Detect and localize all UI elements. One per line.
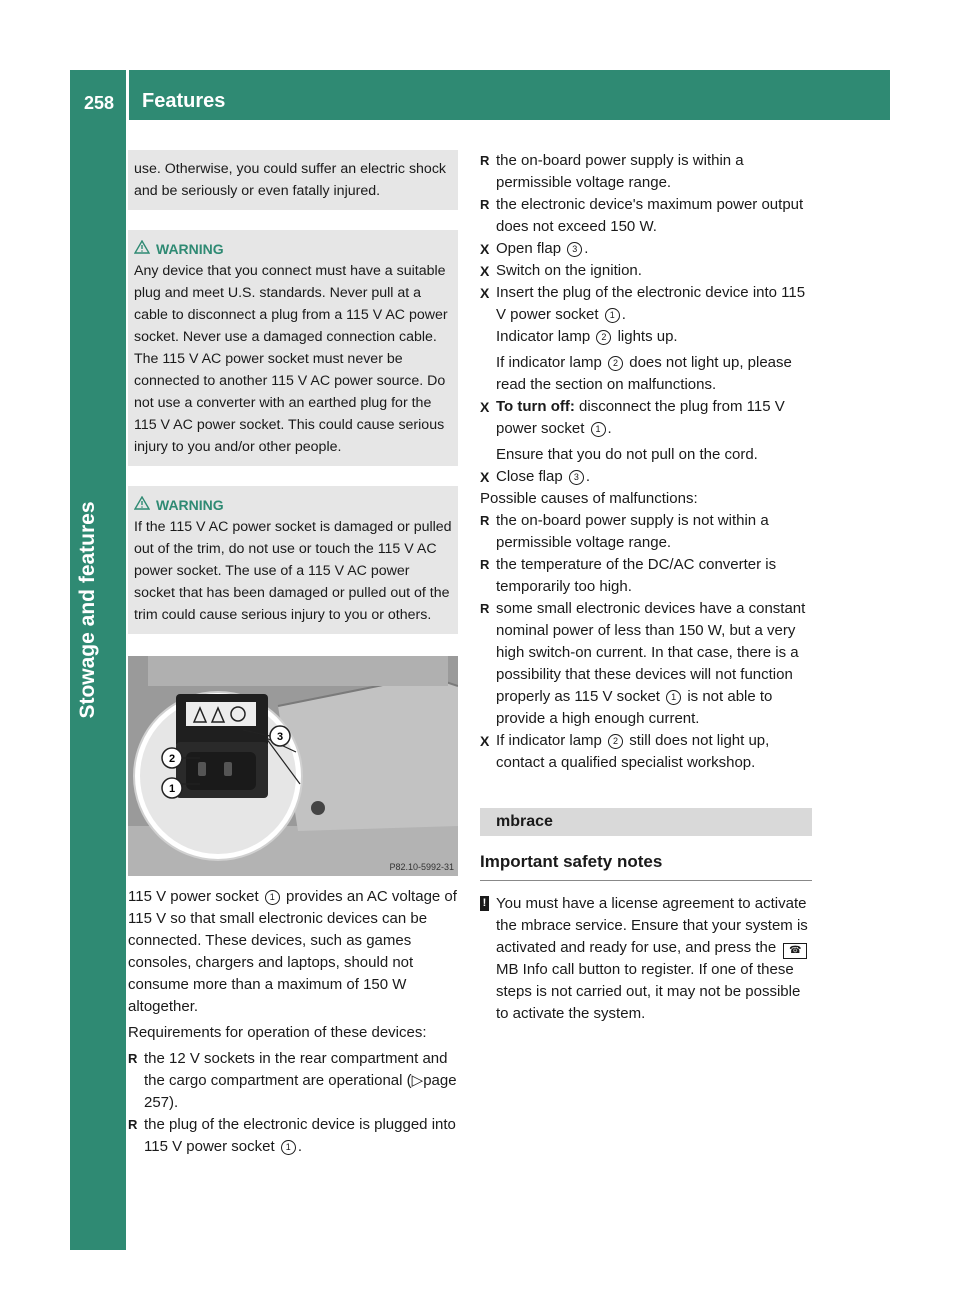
step-item [480, 730, 812, 774]
sidebar-label: Stowage and features [76, 501, 99, 719]
image-code: P82.10-5992-31 [389, 862, 454, 872]
text-span: the electronic device's maximum power output does not exceed 150 W. [496, 196, 804, 235]
warning-text: Any device that you connect must have a suitable plug and meet U.S. standards. Never pull at a cable to disconnect a plug from a 115 V AC power socket. Never use a damaged connection cable. The 115 V AC power socket must never be connected to another 115 V AC power source. Do not use a converter with an earthed plug for the 115 V AC power socket. This could cause serious injury to you and/or other people. [134, 263, 448, 455]
text-span: . [607, 420, 612, 437]
text-span: MB Info call button to register. If one of these steps is not carried out, it may not be possible to activate the system. [496, 961, 801, 1022]
warning-heading [134, 494, 452, 516]
list-item [480, 150, 812, 194]
text-span: the plug of the electronic device is plugged into 115 V power socket [144, 1116, 456, 1155]
warning-box-1 [128, 230, 458, 466]
step-arrow-icon: X [480, 733, 490, 749]
step-result [496, 352, 812, 396]
warning-title: WARNING [156, 241, 224, 257]
subsection-heading: Important safety notes [480, 850, 812, 881]
text-span: some small electronic devices have a constant nominal power of less than 150 W, but a very high switch-on current. In that case, there is a possibility that these devices will not function properly as 115 V socket [496, 600, 806, 705]
warning-box-2 [128, 486, 458, 634]
paragraph [128, 886, 458, 1018]
number-marker: 1 [265, 890, 280, 905]
step-result: Ensure that you do not pull on the cord. [496, 446, 758, 463]
bullet-marker: R [480, 557, 490, 572]
section-heading: mbrace [480, 808, 812, 836]
text-span: You must have a license agreement to activate the mbrace service. Ensure that your system is activated and ready for use, and press the [496, 895, 808, 956]
bullet-marker: R [480, 601, 490, 616]
text-span: the temperature of the DC/AC converter is temporarily too high. [496, 556, 777, 595]
text-span: lights up. [617, 328, 678, 345]
text-span: the on-board power supply is not within a permissible voltage range. [496, 512, 769, 551]
bullet-marker: R [480, 513, 490, 528]
warning-heading [134, 238, 452, 260]
step-result [496, 326, 812, 348]
number-marker: 1 [591, 422, 606, 437]
step-item [480, 260, 812, 282]
number-marker: 2 [608, 734, 623, 749]
step-arrow-icon: X [480, 399, 490, 415]
right-column [480, 150, 812, 1025]
number-marker: 1 [281, 1140, 296, 1155]
text-span: is not able to provide a high enough current. [496, 688, 773, 727]
list-item [480, 194, 812, 238]
step-item [480, 396, 812, 466]
text-span: does not light up, please read the section on malfunctions. [496, 354, 792, 393]
text-span: If indicator lamp [496, 354, 602, 371]
phone-key-icon: ☎ [783, 943, 807, 959]
page-number: 258 [84, 93, 115, 113]
step-arrow-icon: X [480, 469, 490, 485]
callout-1: 1 [168, 783, 176, 795]
text-span: the on-board power supply is within a permissible voltage range. [496, 152, 744, 191]
bullet-marker: R [480, 153, 490, 168]
list-item [480, 598, 812, 730]
text-span: provides an AC voltage of 115 V so that small electronic devices can be connected. These devices, such as games consoles, chargers and laptops, should not consume more than a maximum of 150 W altogether. [128, 888, 457, 1015]
text-span: Insert the plug of the electronic device into 115 V power socket [496, 284, 806, 323]
number-marker: 3 [569, 470, 584, 485]
text-span: Indicator lamp [496, 328, 591, 345]
list-item [480, 554, 812, 598]
text-span: disconnect the plug from 115 V power socket [496, 398, 785, 437]
step-arrow-icon: X [480, 241, 490, 257]
warning-title: WARNING [156, 497, 224, 513]
number-marker: 2 [608, 356, 623, 371]
text-span: Switch on the ignition. [496, 262, 642, 279]
paragraph: Possible causes of malfunctions: [480, 490, 698, 507]
text-span: 115 V power socket [128, 888, 259, 905]
exclamation-icon: ! [480, 896, 489, 911]
callout-2: 2 [168, 753, 176, 765]
text-span: . [584, 240, 589, 257]
step-item [480, 282, 812, 396]
text-span: still does not light up, contact a qualified specialist workshop. [496, 732, 770, 771]
text-span: . [297, 1138, 302, 1155]
intro-box [128, 150, 458, 210]
page-number-box [70, 70, 126, 120]
step-arrow-icon: X [480, 285, 490, 301]
bullet-marker: R [480, 197, 490, 212]
text-span: . [585, 468, 591, 485]
arrow-icon: ▷ [411, 1072, 424, 1089]
number-marker: 1 [666, 690, 681, 705]
list-item [480, 510, 812, 554]
bullet-marker: R [128, 1117, 138, 1132]
warning-triangle-icon [134, 238, 154, 260]
text-span: If indicator lamp [496, 732, 602, 749]
socket-illustration [128, 656, 458, 876]
text-span: the 12 V sockets in the rear compartment and the cargo compartment are operational ( [144, 1050, 448, 1089]
power-socket-photo [128, 656, 458, 876]
header-divider [126, 70, 129, 120]
section-title: Features [142, 90, 226, 112]
step-item [480, 466, 812, 488]
header-bar [70, 70, 890, 120]
list-item [128, 1114, 458, 1158]
number-marker: 3 [567, 242, 582, 257]
text-span: . [621, 306, 626, 323]
step-item [480, 238, 812, 260]
text-span: Close flap [496, 468, 563, 485]
bullet-marker: R [128, 1051, 138, 1066]
page-reference-link[interactable]: page 257 [144, 1072, 457, 1111]
intro-text: use. Otherwise, you could suffer an electric shock and be seriously or even fatally injured. [134, 161, 447, 199]
number-marker: 2 [596, 330, 611, 345]
note-item [480, 893, 812, 1025]
text-span: To turn off: [496, 398, 575, 415]
list-item [128, 1048, 458, 1114]
callout-3: 3 [276, 731, 284, 743]
number-marker: 1 [605, 308, 620, 323]
step-arrow-icon: X [480, 263, 490, 279]
text-span: ). [169, 1094, 179, 1111]
warning-triangle-icon [134, 494, 154, 516]
warning-text: If the 115 V AC power socket is damaged or pulled out of the trim, do not use or touch the 115 V AC power socket. The use of a 115 V AC power socket that has been damaged or pulled out of the trim could cause serious injury to you or others. [134, 519, 452, 623]
paragraph: Requirements for operation of these devices: [128, 1024, 427, 1041]
left-column [128, 150, 458, 1158]
text-span: Open flap [496, 240, 562, 257]
